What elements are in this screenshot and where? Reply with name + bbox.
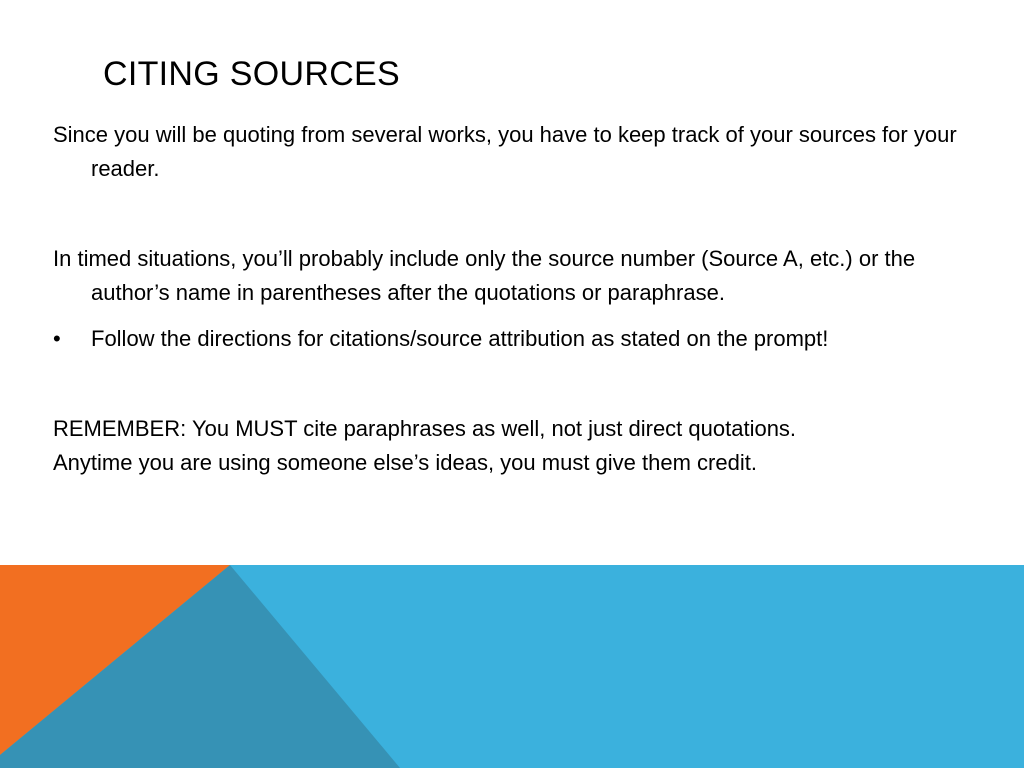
- slide-body: [53, 118, 988, 480]
- bullet-marker: •: [53, 326, 61, 351]
- remember-line-1: REMEMBER: You MUST cite paraphrases as well, not just direct quotations.: [53, 416, 797, 441]
- paragraph-timed-situations: In timed situations, you’ll probably include only the source number (Source A, etc.) or the author’s name in parentheses after the quotations or paraphrase.: [53, 246, 916, 305]
- bullet-item: [53, 322, 988, 356]
- paragraph-quoting: Since you will be quoting from several works, you have to keep track of your sources for your reader.: [53, 122, 957, 181]
- remember-line-2: Anytime you are using someone else’s ideas, you must give them credit.: [53, 450, 757, 475]
- bullet-text: Follow the directions for citations/source attribution as stated on the prompt!: [91, 326, 829, 351]
- decorative-banner: [0, 565, 1024, 768]
- slide-title: CITING SOURCES: [103, 55, 401, 93]
